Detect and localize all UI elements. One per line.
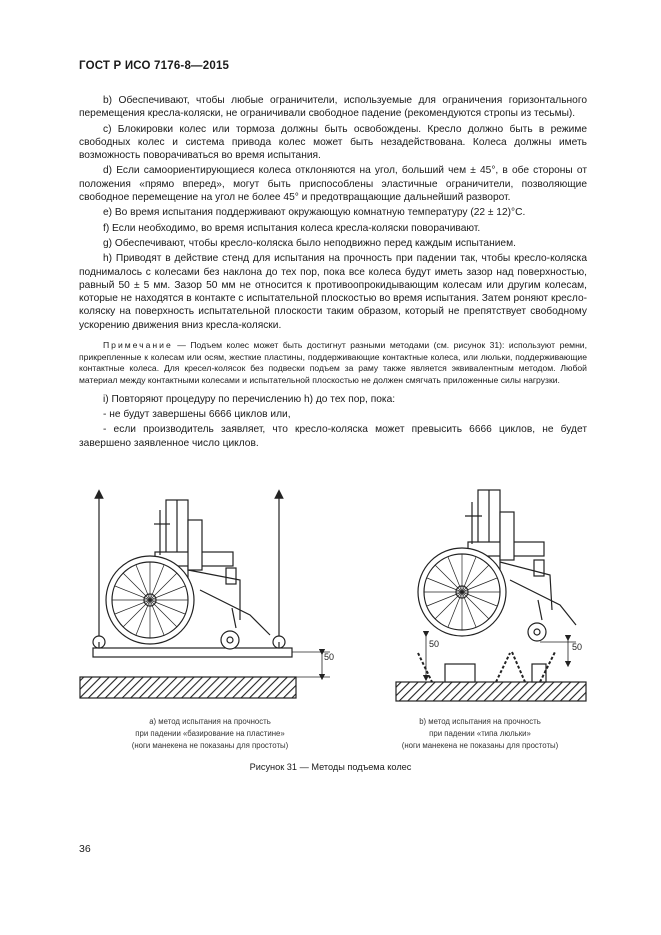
- dimension-label-a: 50: [324, 652, 335, 662]
- figure-title: Рисунок 31 — Методы подъема колес: [249, 762, 412, 772]
- plate-a: [93, 648, 292, 657]
- figure-31: [0, 480, 661, 740]
- caption-a-line-3: (ноги манекена не показаны для простоты): [131, 741, 289, 750]
- caption-a-line-1: a) метод испытания на прочность: [149, 717, 271, 726]
- caption-b-line-3: (ноги манекена не показаны для простоты): [401, 741, 559, 750]
- floor-hatched-b: [396, 682, 586, 701]
- caption-b-line-2: при падении «типа люльки»: [429, 729, 531, 738]
- floor-hatched-a: [80, 677, 296, 698]
- dimension-label-b1: 50: [429, 639, 440, 649]
- dimension-label-b2: 50: [572, 642, 583, 652]
- paragraph-b: b) Обеспечивают, чтобы любые ограничители, используемые для ограничения горизонтального перемещения кресла-коляски, не ограничивали свободное падение (рекомендуются стропы из тесьмы).: [79, 95, 587, 120]
- list-item-2: - если производитель заявляет, что кресло-коляска может превысить 6666 циклов, не будет завершено заявленное число циклов.: [79, 424, 587, 449]
- wheelchair-a: [106, 500, 270, 649]
- block-right-b: [532, 664, 546, 682]
- paragraph-f: f) Если необходимо, во время испытания колеса кресла-коляски поворачивают.: [103, 222, 481, 234]
- caption-a: [110, 716, 310, 752]
- paragraph-c: c) Блокировки колес или тормоза должны быть освобождены. Кресло должно быть в режиме свободных колес и система привода колес может быть незадействована. Колеса должны иметь возможность поворачиваться во время испытания.: [79, 123, 587, 162]
- cradle-left-2: [496, 653, 510, 682]
- cradle-left-1: [418, 653, 432, 682]
- figure-b-drawing: [396, 490, 586, 701]
- caption-b: [380, 716, 580, 752]
- caption-a-line-2: при падении «базирование на пластине»: [135, 729, 285, 738]
- cradle-right-1: [512, 652, 525, 682]
- wheelchair-b: [418, 490, 576, 641]
- page-number: 36: [79, 843, 91, 855]
- paragraph-d: d) Если самоориентирующиеся колеса отклоняются на угол, больший чем ± 45°, в обе стороны от положения «прямо вперед», могут быть приспособлены эластичные ограничители, позволяющие свободное перемещение на угол не более 45° и предотвращающие дальнейший разворот.: [79, 165, 587, 204]
- note-label: Примечание: [103, 340, 173, 351]
- list-intro: i) Повторяют процедуру по перечислению h) до тех пор, пока:: [103, 393, 396, 405]
- paragraph-e: e) Во время испытания поддерживают окружающую комнатную температуру (22 ± 12)°С.: [103, 207, 526, 219]
- paragraph-h: h) Приводят в действие стенд для испытания на прочность при падении так, чтобы кресло-коляска поднималось с колесами без наклона до тех пор, пока все колеса будут иметь зазор над поверхностью, равный 50 ± 5 мм. Зазор 50 мм не относится к противоопрокидывающим колесам или другим колесам, которые не находятся в контакте с испытательной плоскостью во время испытания. Затем роняют кресло-коляску на поверхность испытательной плоскости таким образом, который не препятствует свободному ускорению движения вниз кресла-коляски.: [79, 253, 587, 331]
- document-header: ГОСТ Р ИСО 7176-8—2015: [79, 60, 230, 72]
- body-text: [79, 94, 587, 452]
- caption-b-line-1: b) метод испытания на прочность: [419, 717, 541, 726]
- note-text: — Подъем колес может быть достигнут разными методами (см. рисунок 31): используют ремни, прикрепленные к колесам или осям, жесткие пластины, поддерживающие контактные колеса, или люльки, поддерживающие контактные колеса. Для кресел-колясок без подвески подъем за раму также является эквивалентным методом. Любой материал между контактными колесами и испытательной плоскостью не должен смягчать приложенные силы нагрузки.: [79, 340, 587, 386]
- note: [79, 340, 587, 387]
- list-item-1: - не будут завершены 6666 циклов или,: [103, 409, 291, 421]
- paragraph-g: g) Обеспечивают, чтобы кресло-коляска было неподвижно перед каждым испытанием.: [103, 237, 516, 249]
- block-left-b: [445, 664, 475, 682]
- figure-a-drawing: [80, 494, 330, 698]
